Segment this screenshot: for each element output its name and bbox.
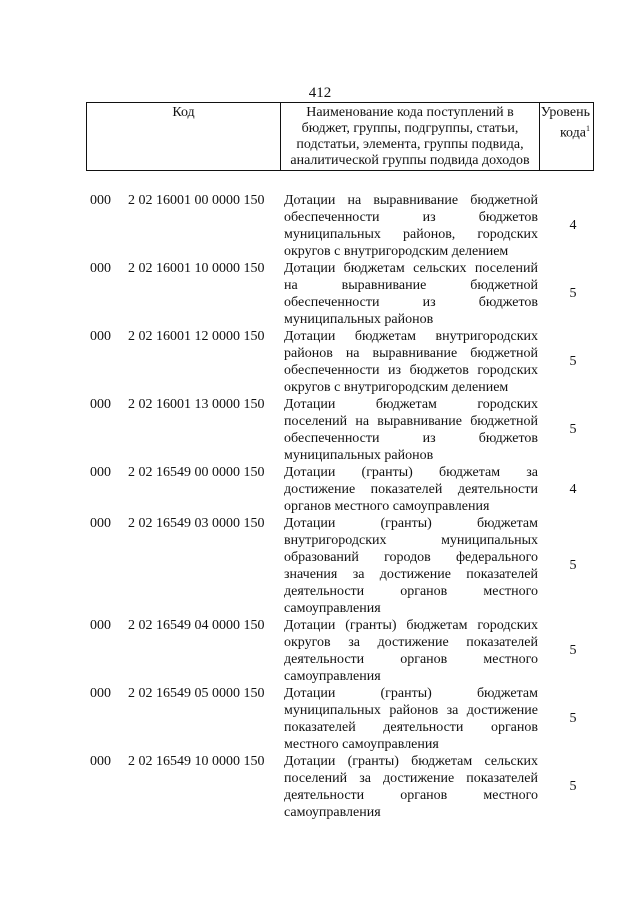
row-name-line: Дотации (гранты) бюджетам за <box>284 465 538 480</box>
row-level: 5 <box>569 779 577 794</box>
table-row <box>0 685 640 753</box>
row-name <box>284 685 538 753</box>
row-prefix: 000 <box>90 329 111 344</box>
row-prefix: 000 <box>90 397 111 412</box>
table-row <box>0 396 640 464</box>
row-name <box>284 515 538 617</box>
row-name-line: деятельности органов местного <box>284 652 538 667</box>
row-name-line: самоуправления <box>284 669 381 684</box>
row-name-line: муниципальных районов за достижение <box>284 703 538 718</box>
row-name-line: округов за достижение показателей <box>284 635 538 650</box>
row-name-line: на выравнивание бюджетной <box>284 278 538 293</box>
row-name-line: поселений на выравнивание бюджетной <box>284 414 538 429</box>
row-name-line: местного самоуправления <box>284 737 439 752</box>
row-name-line: поселений за достижение показателей <box>284 771 538 786</box>
row-name-line: самоуправления <box>284 805 381 820</box>
row-name-line: органов местного самоуправления <box>284 499 490 514</box>
row-name-line: Дотации бюджетам сельских поселений <box>284 261 538 276</box>
row-level: 4 <box>569 481 577 497</box>
row-level: 4 <box>569 218 577 233</box>
row-code: 2 02 16549 05 0000 150 <box>128 686 265 701</box>
footnote-mark: 1 <box>586 124 590 133</box>
row-name <box>284 617 538 685</box>
row-prefix: 000 <box>90 465 111 480</box>
row-name-line: Дотации (гранты) бюджетам <box>284 516 538 531</box>
row-name-line: деятельности органов местного <box>284 584 538 599</box>
row-prefix: 000 <box>90 686 111 701</box>
row-name-line: Дотации (гранты) бюджетам <box>284 686 538 701</box>
header-name-line: подстатьи, элемента, группы подвида, <box>296 137 524 152</box>
row-name-line: муниципальных районов, городских <box>284 227 538 242</box>
row-level: 5 <box>569 711 577 726</box>
row-name-line: обеспеченности из бюджетов <box>284 210 538 225</box>
row-name <box>284 464 538 515</box>
table-row <box>0 328 640 396</box>
row-name-line: обеспеченности из бюджетов <box>284 295 538 310</box>
row-code: 2 02 16549 00 0000 150 <box>128 465 265 480</box>
row-name-line: Дотации бюджетам внутригородских <box>284 329 538 344</box>
table-row <box>0 515 640 617</box>
row-prefix: 000 <box>90 618 111 633</box>
row-name <box>284 192 538 260</box>
table-header <box>86 102 594 171</box>
row-name-line: Дотации (гранты) бюджетам городских <box>284 618 538 633</box>
row-name <box>284 260 538 328</box>
row-level: 5 <box>569 558 577 573</box>
header-name-line: бюджет, группы, подгруппы, статьи, <box>301 121 519 136</box>
row-name-line: показателей деятельности органов <box>284 720 538 735</box>
row-code: 2 02 16001 10 0000 150 <box>128 261 265 276</box>
row-name <box>284 328 538 396</box>
row-name-line: самоуправления <box>284 601 381 616</box>
row-name-line: округов с внутригородским делением <box>284 244 509 259</box>
row-name-line: Дотации бюджетам городских <box>284 397 538 412</box>
row-name-line: округов с внутригородским делением <box>284 380 509 395</box>
row-name-line: достижение показателей деятельности <box>284 482 538 497</box>
row-name-line: образований городов федерального <box>284 550 538 565</box>
table-row <box>0 260 640 328</box>
header-code: Код <box>87 103 281 170</box>
row-code: 2 02 16001 12 0000 150 <box>128 329 265 344</box>
table-row <box>0 192 640 260</box>
header-name <box>281 103 540 170</box>
row-name-line: Дотации (гранты) бюджетам сельских <box>284 754 538 769</box>
row-name <box>284 753 538 821</box>
header-name-line: аналитической группы подвида доходов <box>290 153 530 168</box>
row-name-line: муниципальных районов <box>284 448 434 463</box>
row-name <box>284 396 538 464</box>
row-prefix: 000 <box>90 261 111 276</box>
row-level: 5 <box>569 422 577 437</box>
row-code: 2 02 16549 10 0000 150 <box>128 754 265 769</box>
page-number: 412 <box>308 85 332 101</box>
header-level <box>540 103 593 170</box>
row-name-line: обеспеченности из бюджетов городских <box>284 363 538 378</box>
row-code: 2 02 16001 13 0000 150 <box>128 397 265 412</box>
header-name-line: Наименование кода поступлений в <box>306 105 514 120</box>
row-prefix: 000 <box>90 193 111 208</box>
row-name-line: районов на выравнивание бюджетной <box>284 346 538 361</box>
row-name-line: обеспеченности из бюджетов <box>284 431 538 446</box>
row-prefix: 000 <box>90 516 111 531</box>
row-name-line: деятельности органов местного <box>284 788 538 803</box>
header-level-line: кода$^1$ <box>559 124 590 141</box>
table-row <box>0 464 640 515</box>
row-code: 2 02 16549 03 0000 150 <box>128 516 265 531</box>
row-level: 5 <box>569 643 577 658</box>
row-level: 5 <box>569 354 577 369</box>
header-level-line: Уровень <box>540 105 590 120</box>
table-row <box>0 753 640 821</box>
row-code: 2 02 16001 00 0000 150 <box>128 193 265 208</box>
row-name-line: значения за достижение показателей <box>284 567 538 582</box>
row-name-line: муниципальных районов <box>284 312 434 327</box>
row-level: 5 <box>569 286 577 301</box>
table-row <box>0 617 640 685</box>
row-prefix: 000 <box>90 754 111 769</box>
row-code: 2 02 16549 04 0000 150 <box>128 618 265 633</box>
row-name-line: внутригородских муниципальных <box>284 533 538 548</box>
row-name-line: Дотации на выравнивание бюджетной <box>284 193 538 208</box>
